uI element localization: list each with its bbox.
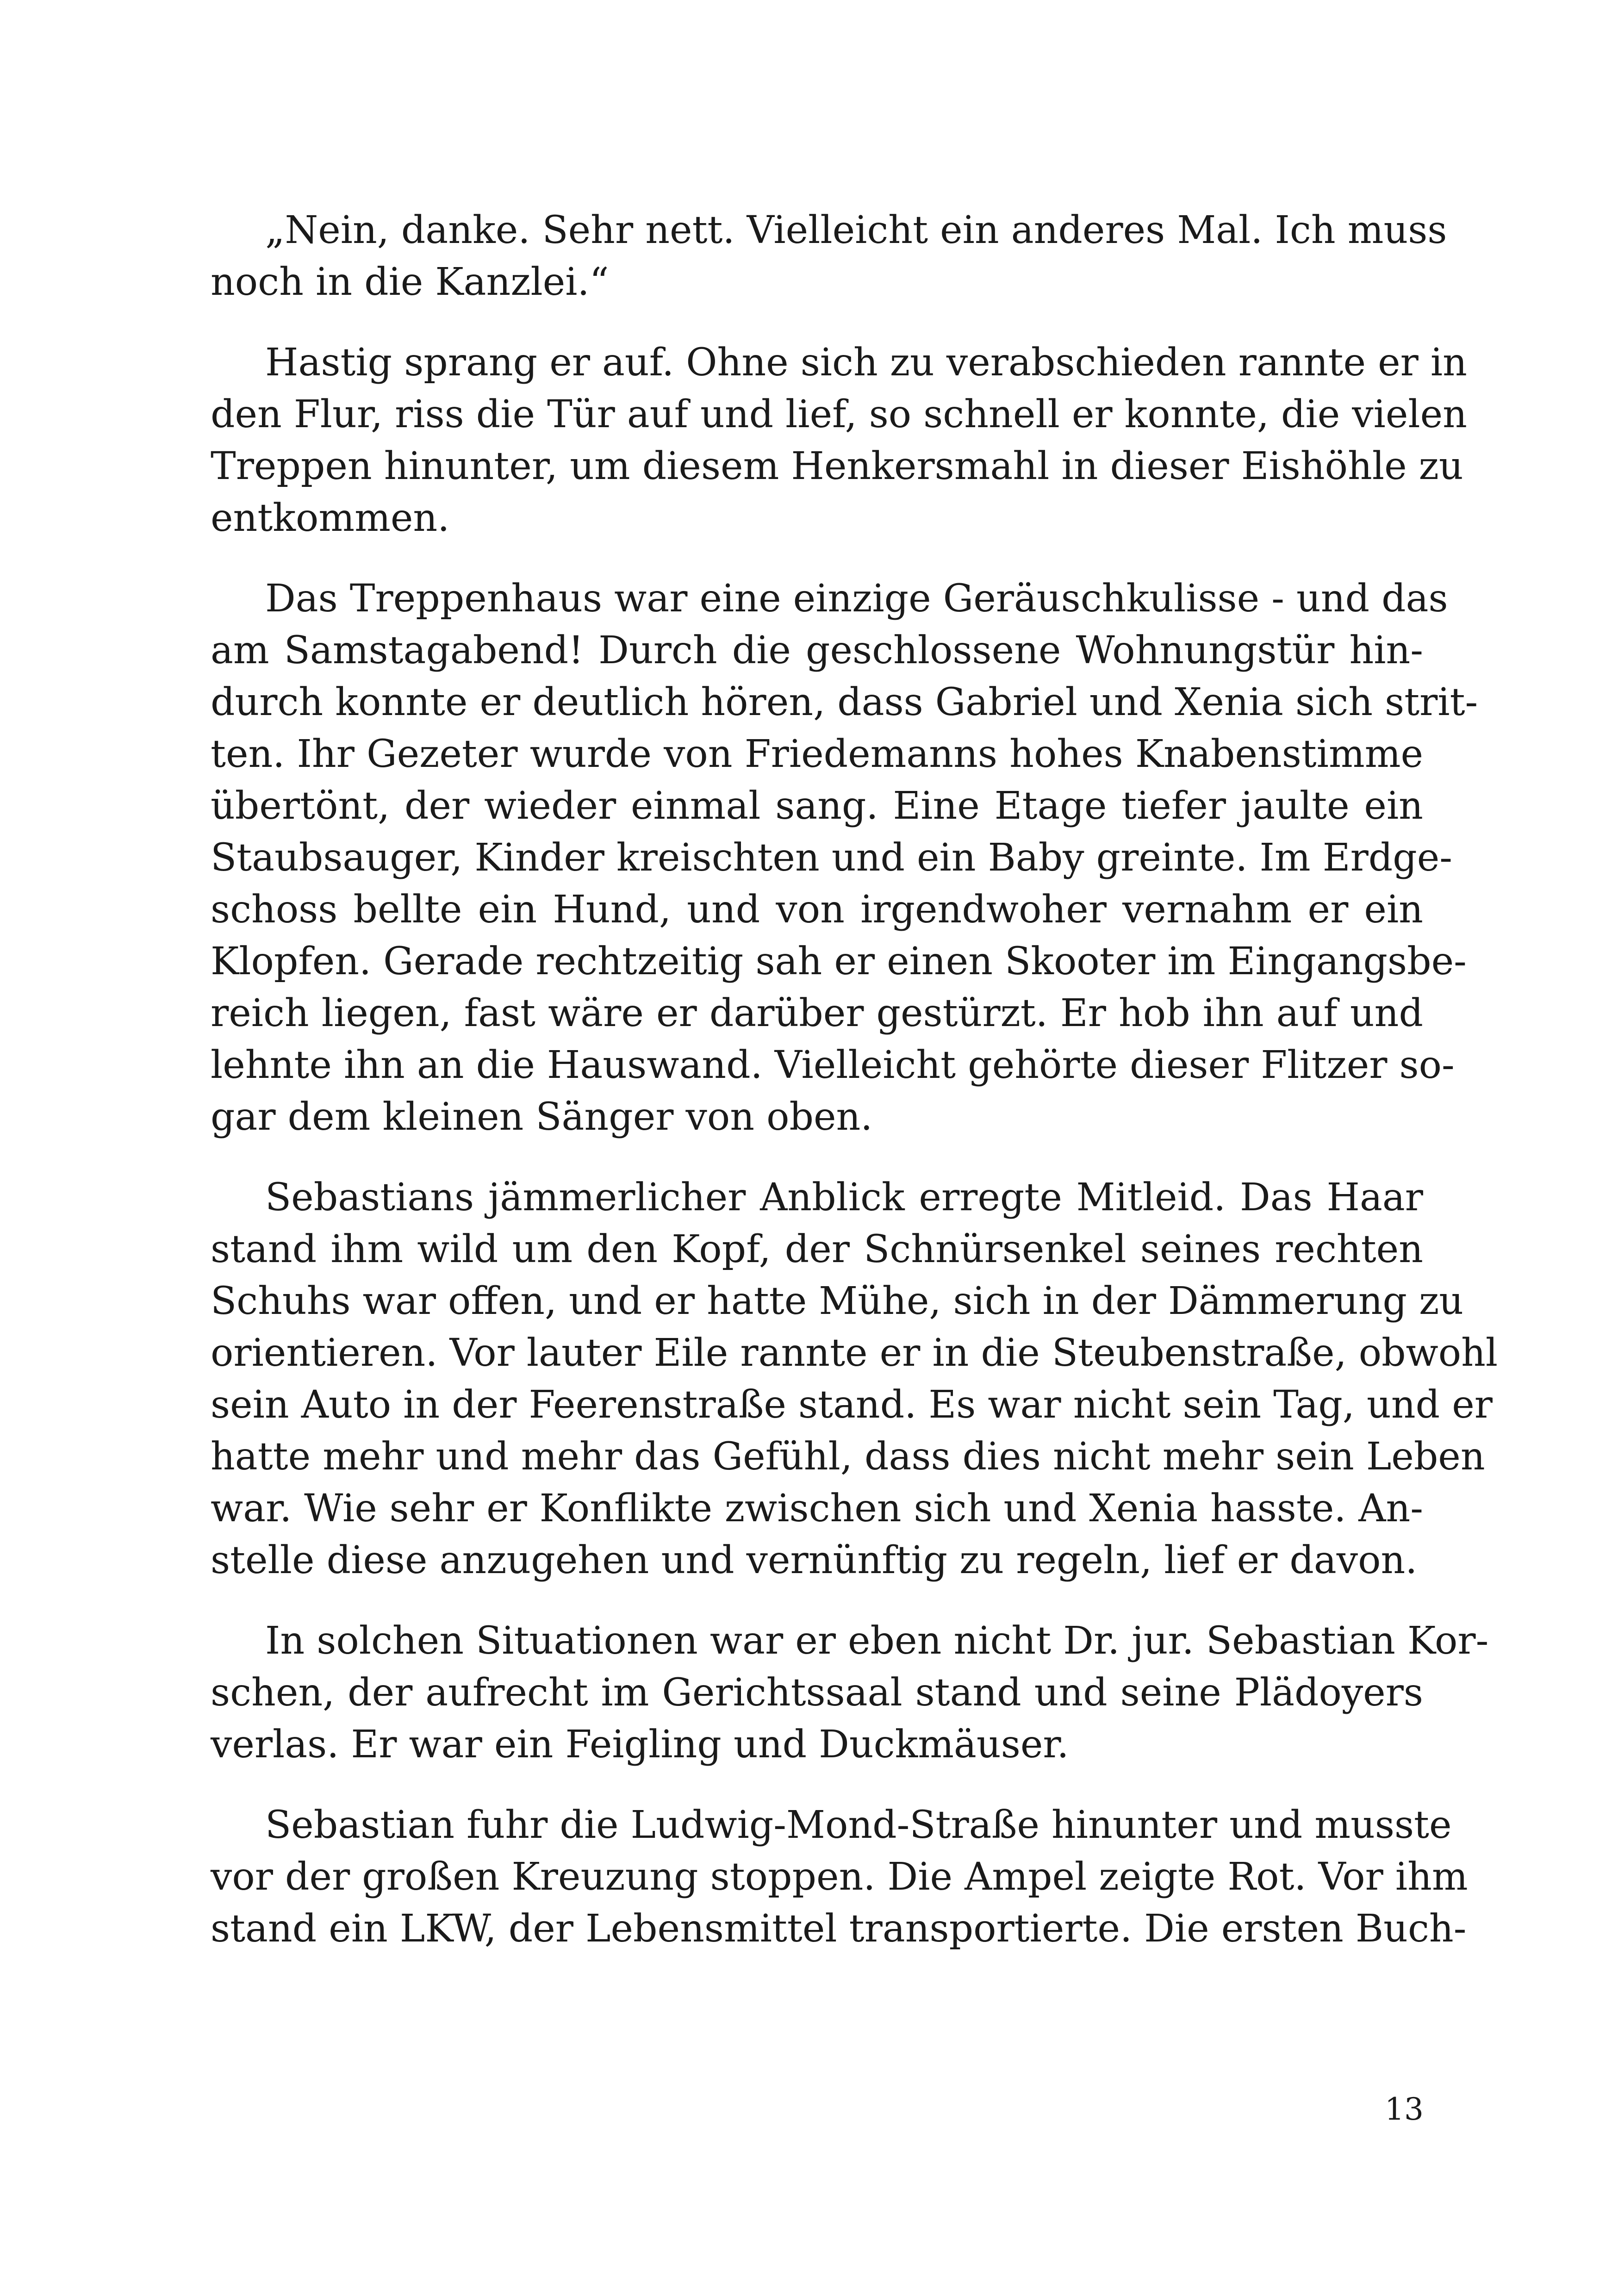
text-line: lehnte ihn an die Hauswand. Vielleicht gehörte dieser Flitzer so- — [211, 1043, 1455, 1087]
text-line: hatte mehr und mehr das Gefühl, dass dies nicht mehr sein Leben — [211, 1435, 1485, 1479]
text-line: Das Treppenhaus war eine einzige Geräuschkulisse - und das — [265, 577, 1448, 621]
text-line: übertönt, der wieder einmal sang. Eine Etage tiefer jaulte ein — [211, 784, 1423, 828]
text-line: „Nein, danke. Sehr nett. Vielleicht ein anderes Mal. Ich muss — [265, 208, 1447, 252]
text-line: reich liegen, fast wäre er darüber gestürzt. Er hob ihn auf und — [211, 991, 1423, 1035]
text-line: stelle diese anzugehen und vernünftig zu regeln, lief er davon. — [211, 1538, 1418, 1582]
text-line: ten. Ihr Gezeter wurde von Friedemanns hohes Knabenstimme — [211, 732, 1423, 776]
paragraph — [211, 205, 1447, 308]
text-line: orientieren. Vor lauter Eile rannte er in die Steubenstraße, obwohl — [211, 1331, 1498, 1375]
text-line: am Samstagabend! Durch die geschlossene Wohnungstür hin- — [211, 628, 1423, 672]
paragraph — [211, 1799, 1468, 1955]
text-line: Treppen hinunter, um diesem Henkersmahl in dieser Eishöhle zu — [211, 444, 1463, 488]
text-line: schen, der aufrecht im Gerichtssaal stand und seine Plädoyers — [211, 1671, 1423, 1715]
text-line: durch konnte er deutlich hören, dass Gabriel und Xenia sich strit- — [211, 680, 1478, 724]
paragraph — [211, 573, 1478, 1143]
book-page-body — [211, 205, 1498, 1984]
text-line: stand ein LKW, der Lebensmittel transportierte. Die ersten Buch- — [211, 1907, 1467, 1951]
text-line: Sebastian fuhr die Ludwig-Mond-Straße hinunter und musste — [265, 1803, 1452, 1847]
text-line: schoss bellte ein Hund, und von irgendwoher vernahm er ein — [211, 888, 1423, 932]
text-line: noch in die Kanzlei.“ — [211, 260, 609, 304]
text-line: sein Auto in der Feerenstraße stand. Es war nicht sein Tag, und er — [211, 1383, 1493, 1427]
text-line: Schuhs war offen, und er hatte Mühe, sich in der Dämmerung zu — [211, 1279, 1464, 1323]
page-number: 13 — [1385, 2091, 1424, 2127]
text-line: Staubsauger, Kinder kreischten und ein Baby greinte. Im Erdge- — [211, 836, 1453, 880]
text-line: Sebastians jämmerlicher Anblick erregte Mitleid. Das Haar — [265, 1176, 1423, 1220]
text-line: In solchen Situationen war er eben nicht Dr. jur. Sebastian Kor- — [265, 1619, 1489, 1663]
text-line: vor der großen Kreuzung stoppen. Die Ampel zeigte Rot. Vor ihm — [211, 1855, 1468, 1899]
text-line: gar dem kleinen Sänger von oben. — [211, 1095, 873, 1139]
paragraph — [211, 1172, 1498, 1587]
text-line: verlas. Er war ein Feigling und Duckmäuser. — [211, 1723, 1069, 1767]
text-line: stand ihm wild um den Kopf, der Schnürsenkel seines rechten — [211, 1227, 1423, 1271]
text-line: entkommen. — [211, 496, 450, 540]
text-line: Klopfen. Gerade rechtzeitig sah er einen Skooter im Eingangsbe- — [211, 940, 1467, 983]
text-line: war. Wie sehr er Konflikte zwischen sich und Xenia hasste. An- — [211, 1487, 1423, 1531]
paragraph — [211, 337, 1467, 544]
text-line: den Flur, riss die Tür auf und lief, so schnell er konnte, die vielen — [211, 392, 1467, 436]
text-line: Hastig sprang er auf. Ohne sich zu verabschieden rannte er in — [265, 341, 1467, 385]
paragraph — [211, 1615, 1489, 1771]
